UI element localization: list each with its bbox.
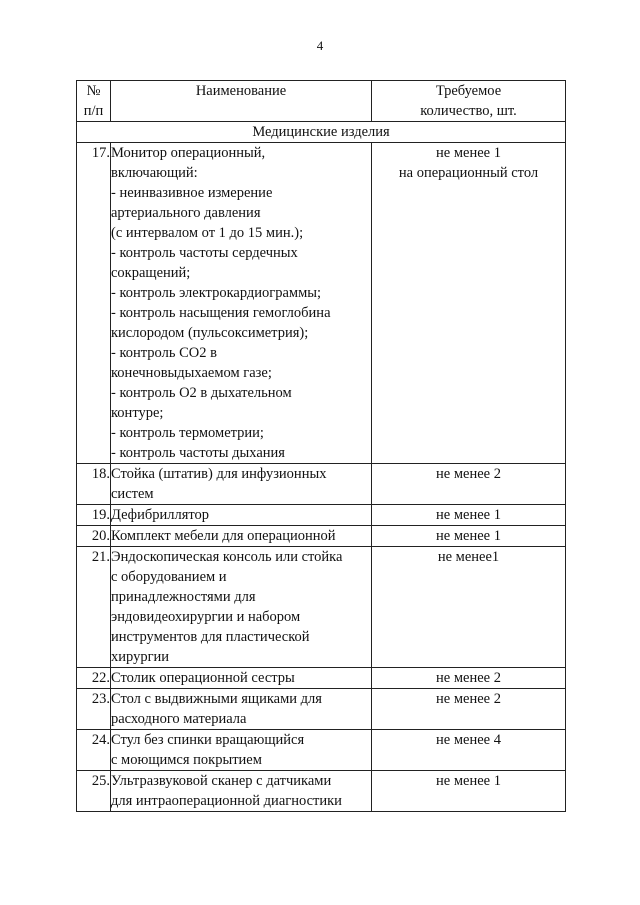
row-name-line: - контроль О2 в дыхательном [111,385,292,401]
row-name-line: - контроль СО2 в [111,345,217,361]
row-name-line: Ультразвуковой сканер с датчиками [111,773,332,789]
row-name-line: кислородом (пульсоксиметрия); [111,325,309,341]
row-name-line: - контроль насыщения гемоглобина [111,305,331,321]
row-name-line: для интраоперационной диагностики [111,793,342,809]
row-name-line: эндовидеохирургии и набором [111,609,301,625]
row-name [111,526,372,547]
header-name: Наименование [111,81,372,122]
row-number: 20. [77,526,111,547]
row-name-line: систем [111,486,154,502]
row-quantity [372,771,566,812]
row-name-line: с оборудованием и [111,569,227,585]
section-title: Медицинские изделия [77,122,566,143]
row-number: 19. [77,505,111,526]
header-number-line1: № [86,83,101,99]
row-name-line: включающий: [111,165,198,181]
row-number: 17. [77,143,111,464]
row-number: 23. [77,689,111,730]
table-header [77,81,566,122]
table-row [77,526,566,547]
row-name-line: Столик операционной сестры [111,670,295,686]
row-number: 25. [77,771,111,812]
row-name-line: - неинвазивное измерение [111,185,273,201]
row-quantity-line: не менее 1 [436,145,501,161]
row-quantity [372,547,566,668]
table-row [77,143,566,464]
row-quantity-line: не менее 1 [436,507,501,523]
row-quantity [372,143,566,464]
row-name-line: (с интервалом от 1 до 15 мин.); [111,225,304,241]
row-name-line: инструментов для пластической [111,629,310,645]
row-quantity-line: не менее 2 [436,691,501,707]
row-name-line: принадлежностями для [111,589,256,605]
row-name [111,668,372,689]
row-name-line: - контроль термометрии; [111,425,264,441]
row-quantity-line: не менее 2 [436,670,501,686]
row-name-line: - контроль электрокардиограммы; [111,285,322,301]
row-name [111,143,372,464]
row-quantity [372,730,566,771]
row-name [111,464,372,505]
row-name-line: сокращений; [111,265,191,281]
row-number: 18. [77,464,111,505]
table-row [77,547,566,668]
row-quantity-line: на операционный стол [398,165,539,181]
row-name-line: Монитор операционный, [111,145,266,161]
header-row [77,81,566,122]
table-row [77,689,566,730]
row-name [111,505,372,526]
row-quantity-line: не менее 1 [436,773,501,789]
row-quantity [372,526,566,547]
row-name-line: с моющимся покрытием [111,752,262,768]
row-name [111,689,372,730]
row-name-line: Эндоскопическая консоль или стойка [111,549,343,565]
row-name-line: расходного материала [111,711,247,727]
page-number: 4 [316,38,324,53]
row-quantity [372,505,566,526]
row-quantity [372,689,566,730]
table-body [77,122,566,812]
row-number: 22. [77,668,111,689]
row-name [111,547,372,668]
row-quantity-line: не менее1 [437,549,500,565]
section-row [77,122,566,143]
table-row [77,730,566,771]
row-quantity [372,464,566,505]
table-row [77,668,566,689]
row-name-line: Дефибриллятор [111,507,210,523]
row-name [111,771,372,812]
row-name-line: Стул без спинки вращающийся [111,732,305,748]
row-name [111,730,372,771]
row-quantity-line: не менее 2 [436,466,501,482]
row-name-line: Стол с выдвижными ящиками для [111,691,322,707]
header-number-line2: п/п [83,103,104,119]
table-row [77,505,566,526]
header-quantity-line2: количество, шт. [420,103,517,119]
row-name-line: Стойка (штатив) для инфузионных [111,466,327,482]
header-quantity [372,81,566,122]
row-name-line: - контроль частоты сердечных [111,245,298,261]
table-row [77,464,566,505]
row-name-line: Комплект мебели для операционной [111,528,336,544]
header-quantity-line1: Требуемое [435,83,502,99]
table-row [77,771,566,812]
row-name-line: конечновыдыхаемом газе; [111,365,272,381]
row-quantity-line: не менее 4 [436,732,501,748]
equipment-table [76,80,566,812]
row-quantity [372,668,566,689]
row-name-line: - контроль частоты дыхания [111,445,285,461]
row-name-line: контуре; [111,405,164,421]
header-number [77,81,111,122]
row-number: 21. [77,547,111,668]
row-name-line: артериального давления [111,205,261,221]
row-quantity-line: не менее 1 [436,528,501,544]
row-name-line: хирургии [111,649,170,665]
row-number: 24. [77,730,111,771]
